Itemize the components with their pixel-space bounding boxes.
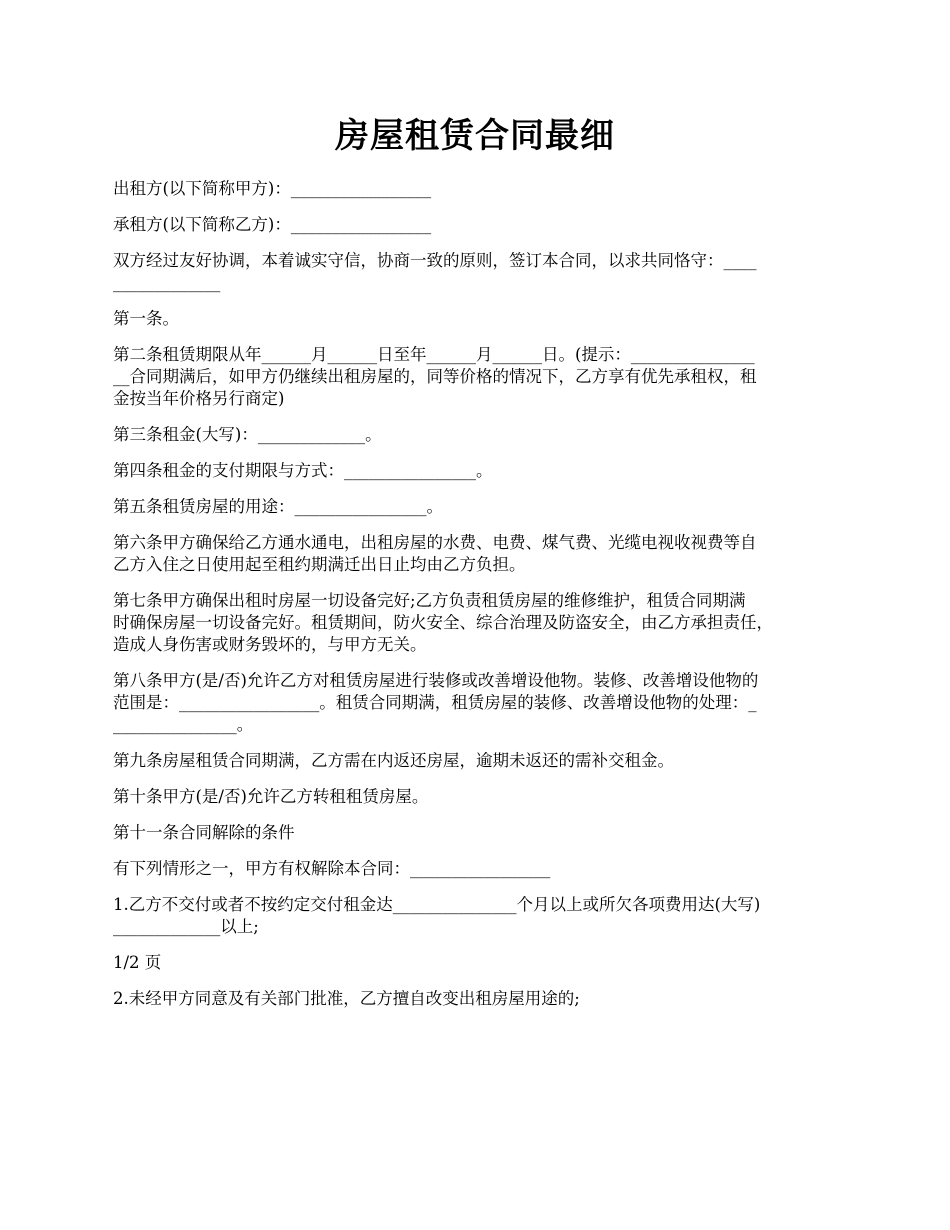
paragraph-article-2: 第二条租赁期限从年______月______日至年______月______日。(提示：_______________ __合同期满后，如甲方仍继续出租房屋的，同等价格的情况下，乙方享有优先承租权，租 金按当年价格另行商定) xyxy=(113,345,757,408)
paragraph-termination-item-2: 2.未经甲方同意及有关部门批准，乙方擅自改变出租房屋用途的; xyxy=(113,989,580,1008)
paragraph-article-6: 第六条甲方确保给乙方通水通电，出租房屋的水费、电费、煤气费、光缆电视收视费等自 乙方入住之日使用起至租约期满迁出日止均由乙方负担。 xyxy=(113,533,757,574)
page-number: 1/2 页 xyxy=(113,953,162,972)
paragraph-lessor: 出租方(以下简称甲方)：_________________ xyxy=(113,179,432,198)
paragraph-article-4: 第四条租金的支付期限与方式：________________。 xyxy=(113,461,493,480)
document-body xyxy=(113,178,843,1024)
paragraph-lessee: 承租方(以下简称乙方)：_________________ xyxy=(113,215,432,234)
paragraph-article-1: 第一条。 xyxy=(113,309,179,328)
paragraph-termination-intro: 有下列情形之一，甲方有权解除本合同：_________________ xyxy=(113,859,551,878)
paragraph-article-7: 第七条甲方确保出租时房屋一切设备完好;乙方负责租赁房屋的维修维护，租赁合同期满 时确保房屋一切设备完好。租赁期间，防火安全、综合治理及防盗安全，由乙方承担责任， 造成人身伤害或财务毁坏的，与甲方无关。 xyxy=(113,591,773,654)
paragraph-article-10: 第十条甲方(是/否)允许乙方转租租赁房屋。 xyxy=(113,787,429,806)
paragraph-termination-item-1: 1.乙方不交付或者不按约定交付租金达_______________个月以上或所欠各项费用达(大写) _____________以上; xyxy=(113,895,761,936)
document-title: 房屋租赁合同最细 xyxy=(335,116,615,156)
paragraph-article-3: 第三条租金(大写)：_____________。 xyxy=(113,425,382,444)
paragraph-article-9: 第九条房屋租赁合同期满，乙方需在内返还房屋，逾期未返还的需补交租金。 xyxy=(113,751,674,770)
paragraph-article-5: 第五条租赁房屋的用途：________________。 xyxy=(113,497,443,516)
paragraph-article-8: 第八条甲方(是/否)允许乙方对租赁房屋进行装修或改善增设他物。装修、改善增设他物的 范围是：_________________。租赁合同期满，租赁房屋的装修、改善增设他物的处理：_ _______________。 xyxy=(113,671,759,734)
paragraph-article-11: 第十一条合同解除的条件 xyxy=(113,823,295,842)
paragraph-preamble: 双方经过友好协调，本着诚实守信，协商一致的原则，签订本合同，以求共同恪守：____ _____________ xyxy=(113,251,757,292)
